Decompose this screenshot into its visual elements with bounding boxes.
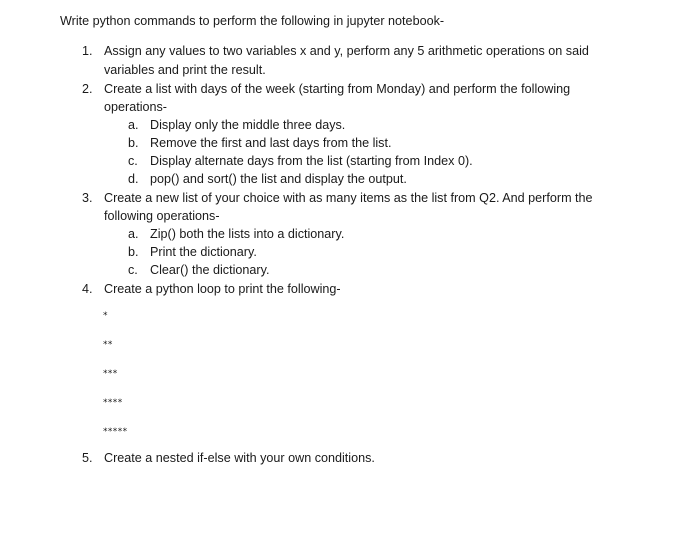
sub-item-text: pop() and sort() the list and display the output. — [150, 172, 407, 186]
sub-item-letter: a. — [128, 227, 139, 241]
sub-item-letter: c. — [128, 263, 138, 277]
sub-item-letter: d. — [128, 172, 139, 186]
question-number: 3. — [82, 191, 93, 205]
star-pattern-row: **** — [103, 398, 123, 408]
sub-item-letter: a. — [128, 118, 139, 132]
sub-item-text: Display only the middle three days. — [150, 118, 346, 132]
sub-item-text: Clear() the dictionary. — [150, 263, 270, 277]
sub-item-text: Display alternate days from the list (starting from Index 0). — [150, 154, 473, 168]
question-text: Assign any values to two variables x and y, perform any 5 arithmetic operations on said — [104, 44, 589, 58]
sub-item-text: Zip() both the lists into a dictionary. — [150, 227, 345, 241]
star-pattern-row: *** — [103, 369, 118, 379]
question-number: 2. — [82, 82, 93, 96]
question-text: Create a nested if-else with your own conditions. — [104, 451, 375, 465]
question-text: following operations- — [104, 209, 220, 223]
sub-item-letter: c. — [128, 154, 138, 168]
star-pattern-row: ***** — [103, 427, 128, 437]
question-text: Create a python loop to print the following- — [104, 282, 341, 296]
cropped-text-fragment — [218, 0, 358, 4]
star-pattern-row: * — [103, 311, 108, 321]
question-number: 5. — [82, 451, 93, 465]
page-heading: Write python commands to perform the following in jupyter notebook- — [60, 14, 445, 28]
question-number: 4. — [82, 282, 93, 296]
star-pattern-row: ** — [103, 340, 113, 350]
question-text: Create a new list of your choice with as many items as the list from Q2. And perform the — [104, 191, 593, 205]
sub-item-text: Remove the first and last days from the list. — [150, 136, 392, 150]
question-text: Create a list with days of the week (starting from Monday) and perform the following — [104, 82, 571, 96]
sub-item-text: Print the dictionary. — [150, 245, 257, 259]
sub-item-letter: b. — [128, 245, 139, 259]
question-text: operations- — [104, 100, 168, 114]
question-number: 1. — [82, 44, 93, 58]
sub-item-letter: b. — [128, 136, 139, 150]
question-text: variables and print the result. — [104, 63, 266, 77]
